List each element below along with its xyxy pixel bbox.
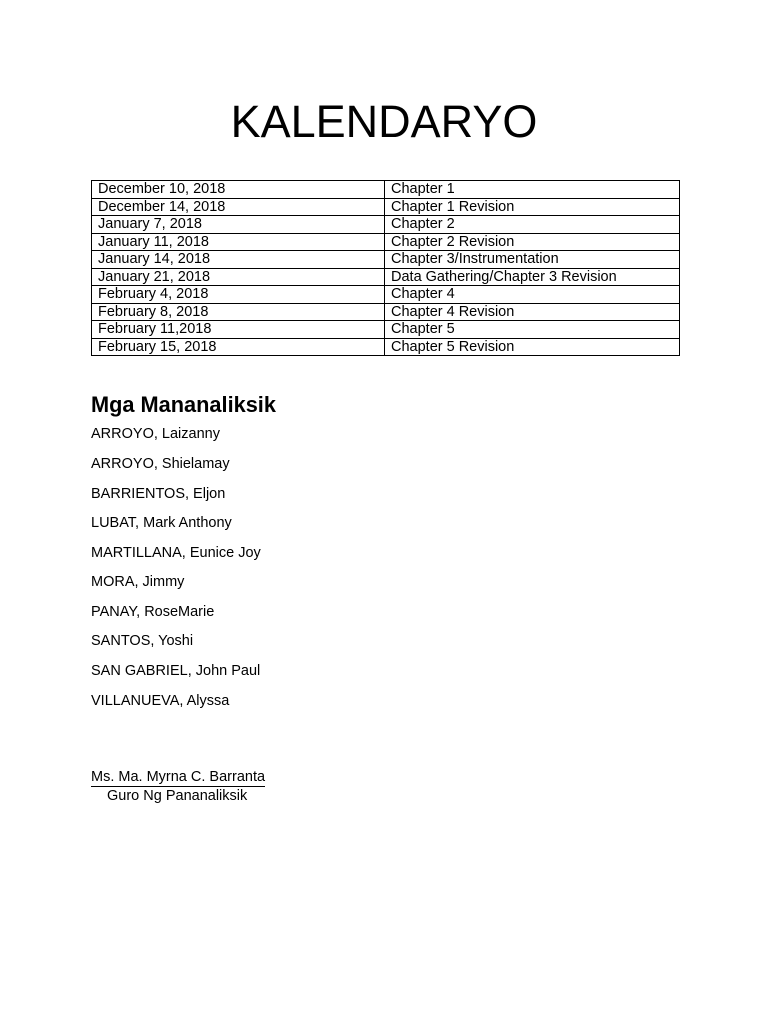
schedule-task: Chapter 5 Revision <box>385 338 680 356</box>
schedule-task: Chapter 2 Revision <box>385 233 680 251</box>
schedule-task: Chapter 1 Revision <box>385 198 680 216</box>
schedule-date: January 11, 2018 <box>92 233 385 251</box>
researchers-heading: Mga Mananaliksik <box>91 392 276 417</box>
page-title: KALENDARYO <box>230 96 538 147</box>
schedule-date: January 14, 2018 <box>92 251 385 269</box>
list-item: LUBAT, Mark Anthony <box>91 515 232 531</box>
schedule-task: Chapter 2 <box>385 216 680 234</box>
schedule-date: December 14, 2018 <box>92 198 385 216</box>
list-item: MARTILLANA, Eunice Joy <box>91 545 261 561</box>
table-row <box>92 198 680 216</box>
schedule-date: February 11,2018 <box>92 321 385 339</box>
list-item: SANTOS, Yoshi <box>91 633 194 649</box>
list-item: BARRIENTOS, Eljon <box>91 486 226 502</box>
schedule-table <box>91 180 680 356</box>
schedule-task: Chapter 1 <box>385 181 680 199</box>
table-row <box>92 216 680 234</box>
list-item: ARROYO, Laizanny <box>91 426 220 442</box>
schedule-date: February 8, 2018 <box>92 303 385 321</box>
schedule-task: Data Gathering/Chapter 3 Revision <box>385 268 680 286</box>
table-row <box>92 303 680 321</box>
schedule-task: Chapter 3/Instrumentation <box>385 251 680 269</box>
table-row <box>92 268 680 286</box>
list-item: ARROYO, Shielamay <box>91 456 230 472</box>
table-row <box>92 321 680 339</box>
table-row <box>92 251 680 269</box>
table-row <box>92 286 680 304</box>
researchers-section <box>91 392 276 709</box>
schedule-date: December 10, 2018 <box>92 181 385 199</box>
list-item: VILLANUEVA, Alyssa <box>91 693 230 709</box>
schedule-date: January 21, 2018 <box>92 268 385 286</box>
teacher-signature-block <box>91 768 265 805</box>
schedule-date: February 15, 2018 <box>92 338 385 356</box>
teacher-role: Guro Ng Pananaliksik <box>107 788 248 804</box>
list-item: MORA, Jimmy <box>91 574 185 590</box>
table-row <box>92 181 680 199</box>
schedule-task: Chapter 4 Revision <box>385 303 680 321</box>
list-item: SAN GABRIEL, John Paul <box>91 663 261 679</box>
schedule-task: Chapter 5 <box>385 321 680 339</box>
schedule-date: January 7, 2018 <box>92 216 385 234</box>
list-item: PANAY, RoseMarie <box>91 604 215 620</box>
teacher-name: Ms. Ma. Myrna C. Barranta <box>91 769 266 785</box>
table-row <box>92 338 680 356</box>
table-row <box>92 233 680 251</box>
schedule-date: February 4, 2018 <box>92 286 385 304</box>
schedule-task: Chapter 4 <box>385 286 680 304</box>
